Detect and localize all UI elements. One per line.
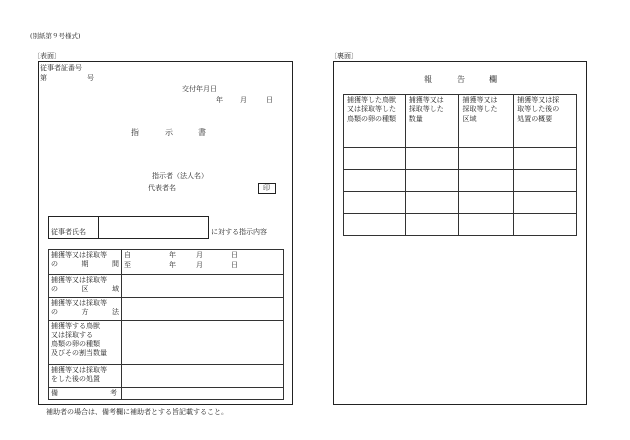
period-label: 捕獲等又は採取等 の 期 間 bbox=[49, 250, 122, 275]
front-title-char-1: 指 bbox=[131, 128, 139, 137]
issue-date-day: 日 bbox=[266, 96, 273, 104]
cert-number-label: 従事者証番号 bbox=[40, 64, 82, 72]
period-from-month: 月 bbox=[196, 251, 203, 259]
report-cell[interactable] bbox=[405, 170, 459, 192]
issue-date-month: 月 bbox=[240, 96, 247, 104]
remarks-label: 備 考 bbox=[49, 388, 122, 400]
back-title-char-1: 報 bbox=[424, 75, 432, 84]
species-label: 捕獲等する鳥獣 又は採取する 鳥類の卵の種類 及びその割当数量 bbox=[49, 321, 122, 365]
period-row bbox=[49, 250, 284, 275]
remarks-row bbox=[49, 388, 284, 400]
number-suffix: 号 bbox=[87, 74, 94, 82]
report-header-row bbox=[344, 95, 577, 148]
back-title-char-3: 欄 bbox=[489, 75, 497, 84]
report-cell[interactable] bbox=[405, 148, 459, 170]
report-cell[interactable] bbox=[459, 170, 514, 192]
report-table bbox=[343, 94, 577, 236]
period-to-day: 日 bbox=[231, 261, 238, 269]
representative-label: 代表者名 bbox=[148, 184, 176, 192]
back-title-char-2: 告 bbox=[457, 75, 465, 84]
method-label: 捕獲等又は採取等 の 方 法 bbox=[49, 298, 122, 321]
report-col-area: 捕獲等又は 採取等した 区域 bbox=[459, 95, 514, 148]
report-cell[interactable] bbox=[514, 148, 577, 170]
form-id: (別紙第９号様式) bbox=[30, 32, 81, 40]
report-cell[interactable] bbox=[459, 192, 514, 214]
report-col-species: 捕獲等した鳥獣 又は採取等した 鳥類の卵の種類 bbox=[344, 95, 406, 148]
remarks-field[interactable] bbox=[122, 388, 284, 400]
issue-date-year: 年 bbox=[216, 96, 223, 104]
issuer-label: 指示者（法人名） bbox=[152, 172, 208, 180]
report-row bbox=[344, 192, 577, 214]
period-to-year: 年 bbox=[169, 261, 176, 269]
method-row bbox=[49, 298, 284, 321]
period-from-year: 年 bbox=[169, 251, 176, 259]
species-row bbox=[49, 321, 284, 365]
back-section-label: 〔裏面〕 bbox=[330, 52, 358, 60]
worker-name-label: 従事者氏名 bbox=[51, 228, 86, 236]
instruction-table bbox=[48, 249, 284, 400]
report-row bbox=[344, 170, 577, 192]
report-cell[interactable] bbox=[514, 192, 577, 214]
report-cell[interactable] bbox=[344, 214, 406, 236]
disposal-field[interactable] bbox=[122, 365, 284, 388]
report-cell[interactable] bbox=[514, 170, 577, 192]
method-field[interactable] bbox=[122, 298, 284, 321]
report-col-disposal: 捕獲等又は採 取等した後の 処置の概要 bbox=[514, 95, 577, 148]
issue-date-label: 交付年月日 bbox=[182, 85, 217, 93]
report-cell[interactable] bbox=[459, 148, 514, 170]
front-title-char-2: 示 bbox=[165, 128, 173, 137]
report-row bbox=[344, 214, 577, 236]
period-field[interactable] bbox=[122, 250, 284, 275]
number-prefix: 第 bbox=[40, 74, 47, 82]
front-section-label: 〔表面〕 bbox=[33, 52, 61, 60]
report-cell[interactable] bbox=[344, 192, 406, 214]
disposal-row bbox=[49, 365, 284, 388]
area-field[interactable] bbox=[122, 275, 284, 298]
period-to-month: 月 bbox=[196, 261, 203, 269]
front-footnote: 補助者の場合は、備考欄に補助者とする旨記載すること。 bbox=[46, 408, 228, 416]
report-cell[interactable] bbox=[344, 148, 406, 170]
report-cell[interactable] bbox=[459, 214, 514, 236]
front-title-char-3: 書 bbox=[198, 128, 206, 137]
seal-label: 印 bbox=[263, 184, 270, 192]
report-cell[interactable] bbox=[514, 214, 577, 236]
instruction-suffix: に対する指示内容 bbox=[211, 228, 267, 236]
disposal-label: 捕獲等又は採取等 をした後の処置 bbox=[49, 365, 122, 388]
report-cell[interactable] bbox=[344, 170, 406, 192]
report-cell[interactable] bbox=[405, 192, 459, 214]
area-row bbox=[49, 275, 284, 298]
report-col-quantity: 捕獲等又は 採取等した 数量 bbox=[405, 95, 459, 148]
area-label: 捕獲等又は採取等 の 区 域 bbox=[49, 275, 122, 298]
worker-name-divider bbox=[98, 216, 99, 239]
period-from: 自 bbox=[124, 251, 131, 259]
period-from-day: 日 bbox=[231, 251, 238, 259]
period-to: 至 bbox=[124, 261, 131, 269]
report-row bbox=[344, 148, 577, 170]
report-cell[interactable] bbox=[405, 214, 459, 236]
species-field[interactable] bbox=[122, 321, 284, 365]
